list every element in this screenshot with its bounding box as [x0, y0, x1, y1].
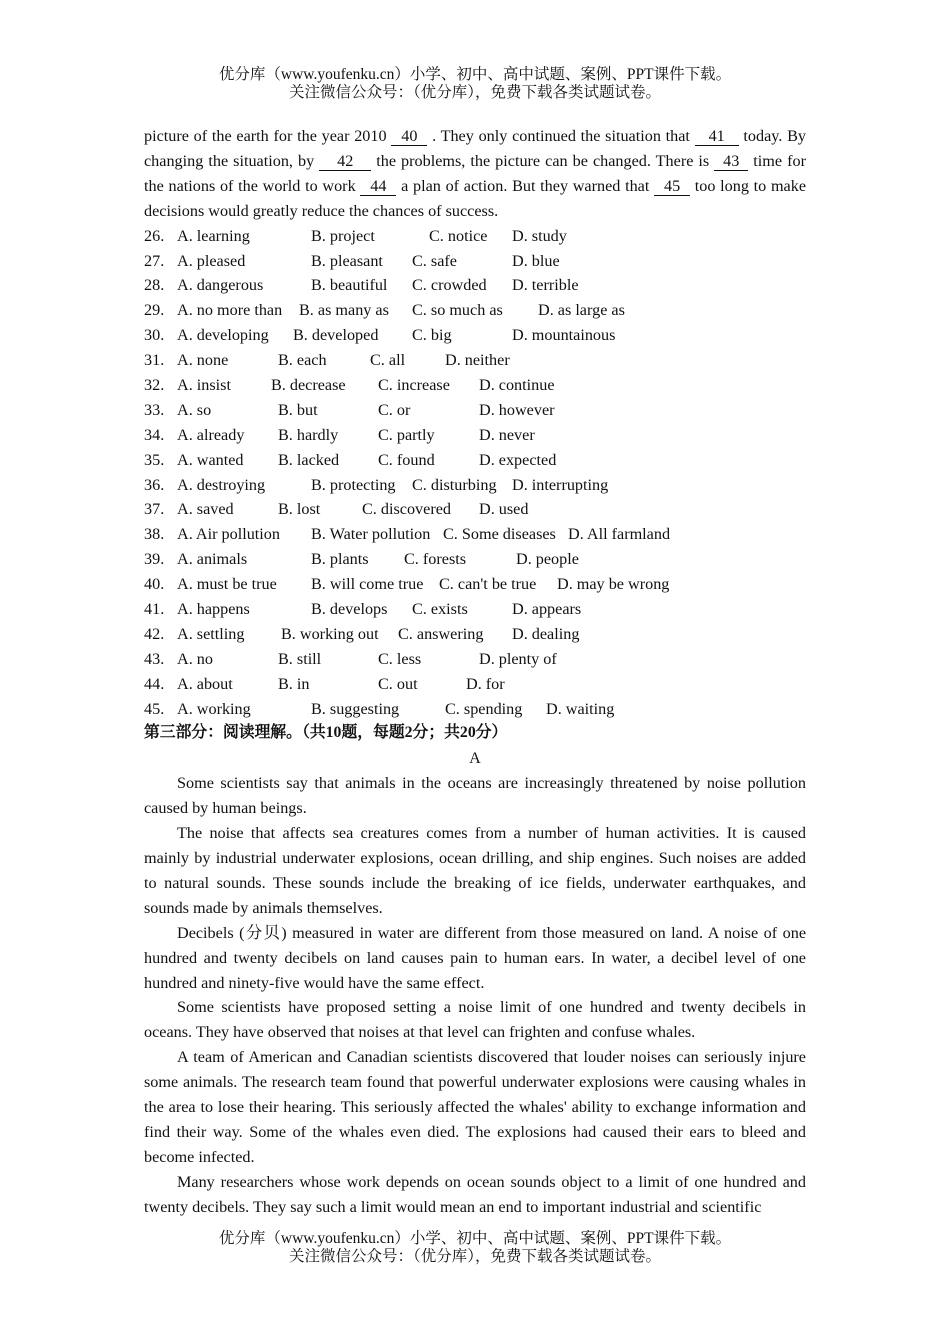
header-line-1: 优分库（www.youfenku.cn）小学、初中、高中试题、案例、PPT课件下载。	[218, 66, 732, 83]
reading-paragraph: Decibels (分贝) measured in water are different from those measured on land. A noise of one hundred and twenty decibels on land causes pain to human ears. In water, a decibel level of one hundred and ninety-five would have the same effect.	[144, 923, 806, 992]
option-a: A. destroying	[177, 475, 266, 494]
option-d: D. terrible	[512, 276, 579, 295]
question-36	[144, 473, 806, 498]
question-40	[144, 572, 806, 597]
option-b: B. project	[311, 226, 375, 245]
blank-41: 41	[695, 128, 739, 146]
option-c: C. forests	[404, 550, 467, 569]
option-d: D. blue	[512, 251, 560, 270]
option-d: D. plenty of	[479, 649, 557, 668]
option-a: A. pleased	[177, 251, 246, 270]
option-d: D. study	[512, 226, 567, 245]
reading-paragraph: Some scientists say that animals in the oceans are increasingly threatened by noise pollution caused by human beings.	[144, 774, 806, 818]
question-35	[144, 448, 806, 473]
question-number: 38.	[144, 525, 165, 544]
question-44	[144, 672, 806, 697]
question-number: 28.	[144, 276, 165, 295]
blank-45: 45	[654, 178, 690, 196]
question-31	[144, 348, 806, 373]
option-a: A. none	[177, 351, 229, 370]
option-d: D. mountainous	[512, 326, 616, 345]
option-b: B. beautiful	[311, 276, 388, 295]
question-number: 40.	[144, 575, 165, 594]
passage-text: today. By changing the situation, by	[144, 127, 806, 170]
option-b: B. in	[278, 674, 310, 693]
question-number: 33.	[144, 400, 165, 419]
option-d: D. expected	[479, 450, 557, 469]
question-number: 34.	[144, 425, 165, 444]
question-number: 44.	[144, 674, 165, 693]
option-a: A. animals	[177, 550, 248, 569]
question-26	[144, 224, 806, 249]
question-number: 27.	[144, 251, 165, 270]
question-number: 36.	[144, 475, 165, 494]
question-number: 31.	[144, 351, 165, 370]
blank-44: 44	[360, 178, 396, 196]
question-27	[144, 249, 806, 274]
option-d: D. as large as	[538, 301, 625, 320]
option-a: A. Air pollution	[177, 525, 280, 544]
reading-paragraph: Many researchers whose work depends on ocean sounds object to a limit of one hundred and twenty decibels. They say such a limit would mean an end to important industrial and scientific	[144, 1172, 806, 1216]
blank-40: 40	[391, 128, 427, 146]
option-b: B. lost	[278, 500, 321, 519]
option-a: A. no more than	[177, 301, 283, 320]
option-a: A. dangerous	[177, 276, 264, 295]
option-b: B. will come true	[311, 575, 424, 594]
reading-label: A	[469, 749, 481, 768]
option-c: C. found	[378, 450, 435, 469]
section-title: 第三部分：阅读理解。（共10题，每题2分；共20分）	[144, 724, 508, 742]
option-b: B. working out	[281, 624, 379, 643]
option-b: B. suggesting	[311, 699, 400, 718]
question-42	[144, 622, 806, 647]
option-d: D. may be wrong	[557, 575, 670, 594]
question-39	[144, 547, 806, 572]
option-b: B. pleasant	[311, 251, 383, 270]
option-a: A. so	[177, 400, 212, 419]
option-a: A. developing	[177, 326, 269, 345]
question-number: 37.	[144, 500, 165, 519]
option-a: A. no	[177, 649, 213, 668]
option-b: B. as many as	[299, 301, 389, 320]
option-c: C. so much as	[412, 301, 503, 320]
question-number: 35.	[144, 450, 165, 469]
option-c: C. exists	[412, 599, 468, 618]
question-30	[144, 323, 806, 348]
option-c: C. disturbing	[412, 475, 497, 494]
option-d: D. dealing	[512, 624, 580, 643]
option-d: D. continue	[479, 375, 555, 394]
question-number: 39.	[144, 550, 165, 569]
option-b: B. decrease	[271, 375, 346, 394]
option-a: A. must be true	[177, 575, 277, 594]
option-d: D. used	[479, 500, 529, 519]
header-line-2: 关注微信公众号：（优分库），免费下载各类试题试卷。	[288, 84, 661, 101]
option-a: A. learning	[177, 226, 250, 245]
question-number: 29.	[144, 301, 165, 320]
option-a: A. happens	[177, 599, 250, 618]
option-c: C. less	[378, 649, 422, 668]
blank-43: 43	[714, 153, 748, 171]
question-45	[144, 697, 806, 722]
blank-42: 42	[319, 153, 371, 171]
page-footer	[0, 1230, 950, 1266]
option-c: C. can't be true	[439, 575, 537, 594]
option-b: B. protecting	[311, 475, 396, 494]
question-38	[144, 522, 806, 547]
option-c: C. increase	[378, 375, 450, 394]
question-41	[144, 597, 806, 622]
reading-paragraph: The noise that affects sea creatures comes from a number of human activities. It is caused mainly by industrial underwater explosions, ocean drilling, and ship engines. Such noises are added to natural sounds. These sounds include the breaking of ice fields, underwater earthquakes, and sounds made by animals themselves.	[144, 824, 806, 917]
option-b: B. each	[278, 351, 327, 370]
option-a: A. saved	[177, 500, 234, 519]
option-d: D. appears	[512, 599, 582, 618]
option-a: A. already	[177, 425, 245, 444]
question-number: 43.	[144, 649, 165, 668]
passage-text: a plan of action. But they warned that	[396, 176, 655, 195]
question-34	[144, 423, 806, 448]
option-c: C. or	[378, 400, 411, 419]
option-c: C. answering	[398, 624, 484, 643]
option-b: B. still	[278, 649, 322, 668]
option-a: A. working	[177, 699, 251, 718]
question-number: 30.	[144, 326, 165, 345]
option-b: B. lacked	[278, 450, 340, 469]
option-b: B. but	[278, 400, 318, 419]
option-c: C. all	[370, 351, 406, 370]
question-number: 42.	[144, 624, 165, 643]
option-d: D. interrupting	[512, 475, 609, 494]
option-c: C. partly	[378, 425, 435, 444]
question-28	[144, 273, 806, 298]
footer-line-1: 优分库（www.youfenku.cn）小学、初中、高中试题、案例、PPT课件下载。	[218, 1230, 732, 1247]
option-d: D. All farmland	[568, 525, 671, 544]
question-32	[144, 373, 806, 398]
passage-text: the problems, the picture can be changed. There is	[371, 151, 715, 170]
question-list	[144, 224, 806, 722]
option-a: A. about	[177, 674, 233, 693]
option-d: D. however	[479, 400, 555, 419]
option-c: C. spending	[445, 699, 523, 718]
reading-paragraph: A team of American and Canadian scientists discovered that louder noises can seriously injure some animals. The research team found that powerful underwater explosions were causing whales in the area to lose their hearing. This seriously affected the whales' ability to exchange information and find their way. Some of the whales even died. The explosions had caused their ears to bleed and become infected.	[144, 1048, 806, 1166]
option-c: C. big	[412, 326, 452, 345]
option-a: A. wanted	[177, 450, 244, 469]
option-d: D. for	[466, 674, 505, 693]
option-b: B. plants	[311, 550, 369, 569]
option-a: A. settling	[177, 624, 245, 643]
question-number: 45.	[144, 699, 165, 718]
option-d: D. people	[516, 550, 579, 569]
reading-paragraph: Some scientists have proposed setting a noise limit of one hundred and twenty decibels in oceans. They have observed that noises at that level can frighten and confuse whales.	[144, 998, 806, 1042]
option-c: C. safe	[412, 251, 457, 270]
option-d: D. neither	[445, 351, 510, 370]
question-33	[144, 398, 806, 423]
option-d: D. never	[479, 425, 535, 444]
option-a: A. insist	[177, 375, 231, 394]
option-b: B. developed	[293, 326, 379, 345]
option-c: C. Some diseases	[443, 525, 556, 544]
passage-text: picture of the earth for the year 2010	[144, 127, 392, 145]
question-number: 32.	[144, 375, 165, 394]
question-number: 41.	[144, 599, 165, 618]
question-37	[144, 497, 806, 522]
option-c: C. crowded	[412, 276, 487, 295]
question-29	[144, 298, 806, 323]
passage-text: time for the nations of the world to work	[144, 151, 806, 195]
option-c: C. discovered	[362, 500, 452, 519]
option-c: C. out	[378, 674, 418, 693]
option-b: B. hardly	[278, 425, 339, 444]
passage-text: . They only continued the situation that	[427, 127, 695, 145]
option-d: D. waiting	[546, 699, 615, 718]
option-c: C. notice	[429, 226, 488, 245]
option-b: B. develops	[311, 599, 388, 618]
page-header	[0, 66, 950, 102]
passage-text: too long to make decisions would greatly reduce the chances of success.	[144, 176, 807, 220]
cloze-passage-end	[144, 124, 806, 224]
footer-line-2: 关注微信公众号：（优分库），免费下载各类试题试卷。	[288, 1248, 661, 1265]
document-body	[144, 124, 806, 1220]
option-b: B. Water pollution	[311, 525, 431, 544]
question-number: 26.	[144, 226, 165, 245]
question-43	[144, 647, 806, 672]
